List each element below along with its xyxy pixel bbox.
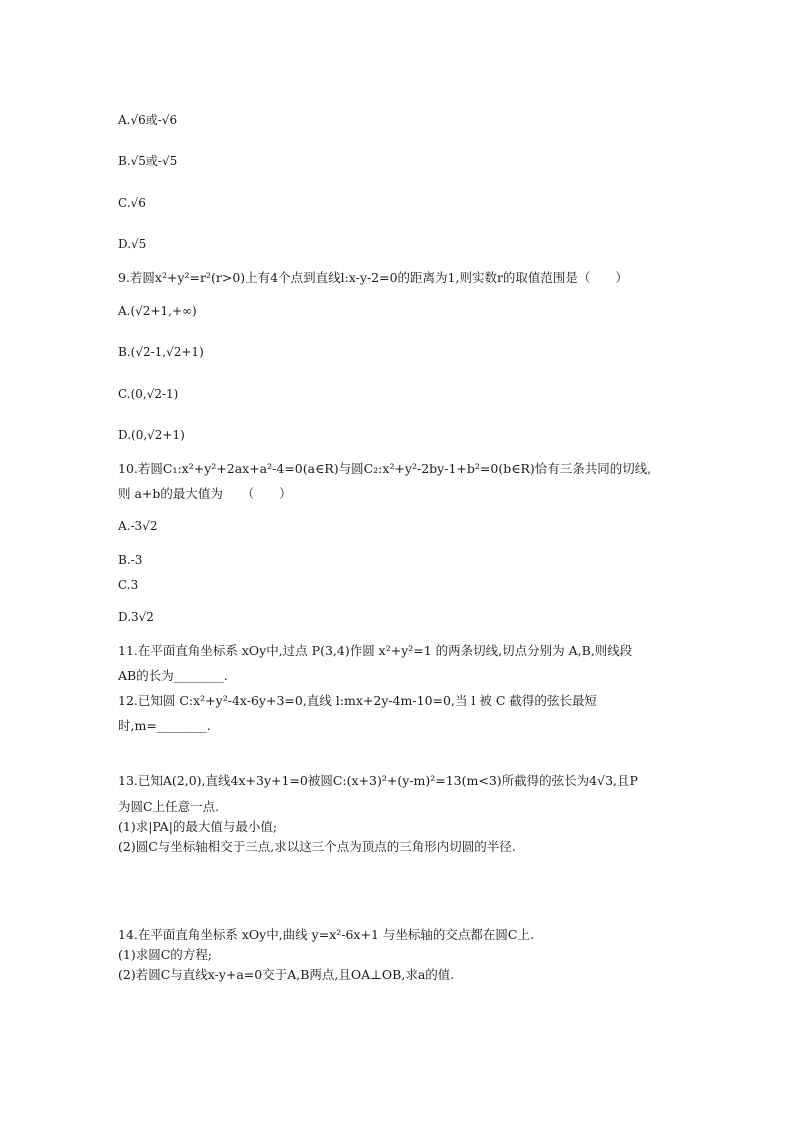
q8-option-b: B.√5或-√5	[118, 154, 178, 168]
q9-stem: 9.若圆x²+y²=r²(r>0)上有4个点到直线l:x-y-2=0的距离为1,则实数r的取值范围是（ ）	[118, 270, 628, 285]
q13-stem-line2: 为圆C上任意一点.	[118, 799, 220, 814]
q10-option-a: A.-3√2	[118, 519, 158, 533]
q9-option-a: A.(√2+1,+∞)	[118, 304, 197, 318]
q11-stem-line2: AB的长为________.	[118, 668, 228, 683]
q8-option-d: D.√5	[118, 237, 147, 251]
q13-part2: (2)圆C与坐标轴相交于三点,求以这三个点为顶点的三角形内切圆的半径.	[118, 839, 516, 854]
q8-option-a: A.√6或-√6	[118, 113, 178, 127]
q14-stem: 14.在平面直角坐标系 xOy中,曲线 y=x²-6x+1 与坐标轴的交点都在圆C上.	[118, 927, 534, 942]
q10-option-d: D.3√2	[118, 610, 154, 624]
q12-stem-line2: 时,m=________.	[118, 718, 211, 733]
q9-option-c: C.(0,√2-1)	[118, 387, 179, 401]
q10-option-b: B.-3	[118, 553, 143, 567]
q9-option-d: D.(0,√2+1)	[118, 428, 185, 442]
q9-option-b: B.(√2-1,√2+1)	[118, 345, 204, 359]
q12-stem-line1: 12.已知圆 C:x²+y²-4x-6y+3=0,直线 l:mx+2y-4m-10=0,当 l 被 C 截得的弦长最短	[118, 693, 597, 708]
q14-part2: (2)若圆C与直线x-y+a=0交于A,B两点,且OA⊥OB,求a的值.	[118, 967, 455, 982]
q14-part1: (1)求圆C的方程;	[118, 947, 212, 962]
q13-part1: (1)求|PA|的最大值与最小值;	[118, 819, 278, 834]
q10-stem-line1: 10.若圆C₁:x²+y²+2ax+a²-4=0(a∈R)与圆C₂:x²+y²-2by-1+b²=0(b∈R)恰有三条共同的切线,	[118, 461, 652, 476]
q10-stem-line2: 则 a+b的最大值为 （ ）	[118, 486, 292, 501]
q8-option-c: C.√6	[118, 196, 146, 210]
q10-option-c: C.3	[118, 578, 139, 592]
q11-stem-line1: 11.在平面直角坐标系 xOy中,过点 P(3,4)作圆 x²+y²=1 的两条切线,切点分别为 A,B,则线段	[118, 643, 633, 658]
q13-stem-line1: 13.已知A(2,0),直线4x+3y+1=0被圆C:(x+3)²+(y-m)²=13(m<3)所截得的弦长为4√3,且P	[118, 773, 638, 788]
